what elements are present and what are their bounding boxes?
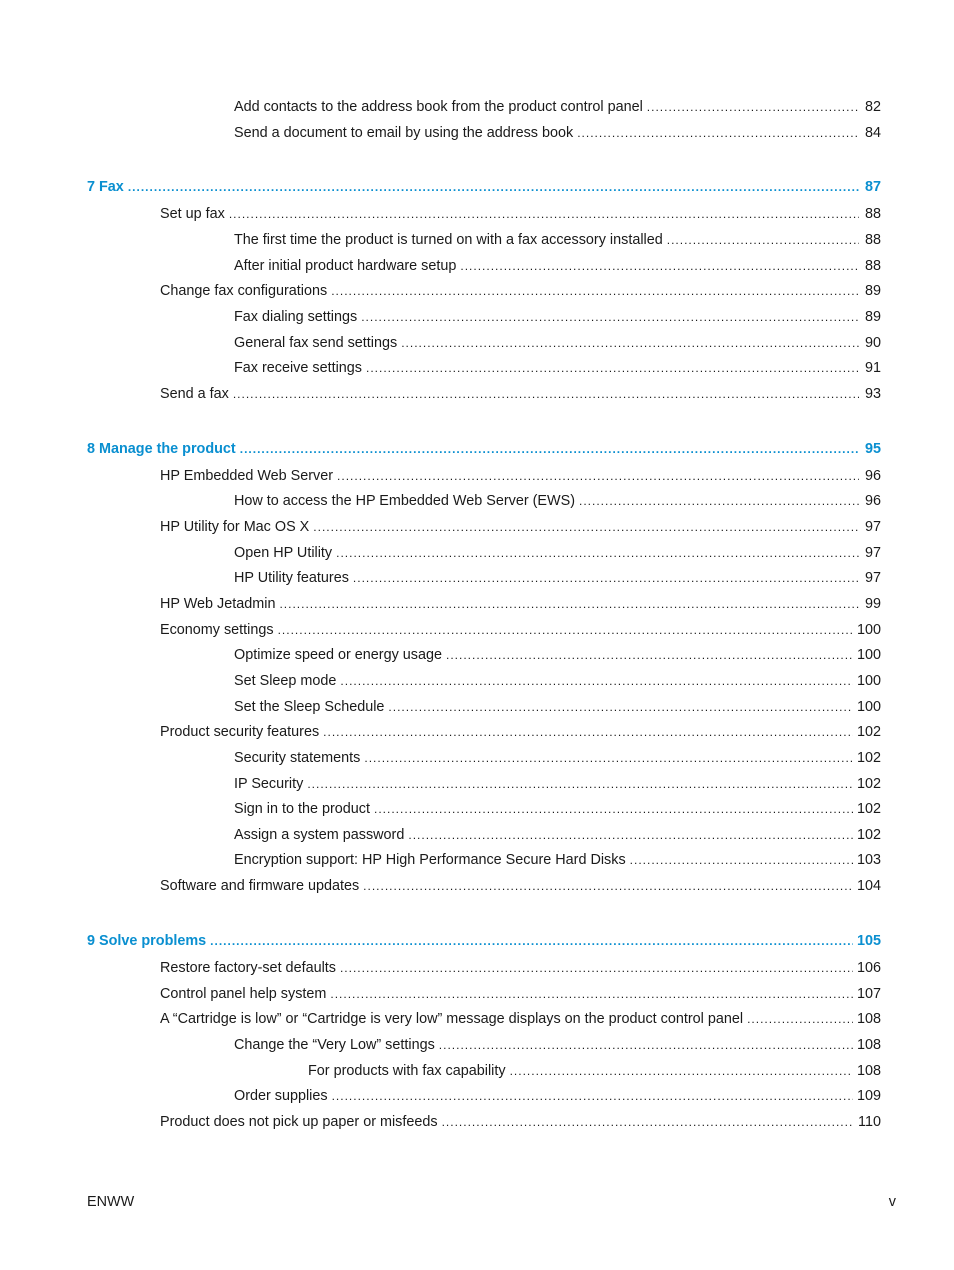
toc-entry[interactable] <box>234 850 881 870</box>
toc-entry[interactable] <box>234 230 881 250</box>
toc-entry-page: 108 <box>856 1037 881 1053</box>
dot-leader <box>337 466 859 486</box>
dot-leader <box>747 1009 853 1029</box>
toc-entry-title: 9 Solve problems <box>87 933 207 949</box>
toc-entry-page: 103 <box>856 852 881 868</box>
dot-leader <box>510 1061 853 1081</box>
toc-entry-title: Change fax configurations <box>160 283 328 299</box>
toc-entry-title: Assign a system password <box>234 827 405 843</box>
toc-chapter-entry[interactable] <box>87 439 881 459</box>
dot-leader <box>278 620 853 640</box>
toc-entry-page: 110 <box>858 1114 881 1130</box>
toc-entry-title: Control panel help system <box>160 986 327 1002</box>
toc-entry-page: 88 <box>864 258 881 274</box>
toc-entry-title: Software and firmware updates <box>160 878 360 894</box>
toc-entry-title: Economy settings <box>160 622 274 638</box>
dot-leader <box>388 697 853 717</box>
toc-entry-title: Fax receive settings <box>234 360 362 376</box>
dot-leader <box>401 333 859 353</box>
dot-leader <box>630 850 853 870</box>
dot-leader <box>439 1035 853 1055</box>
toc-entry[interactable] <box>234 543 881 563</box>
dot-leader <box>579 491 859 511</box>
toc-entry[interactable] <box>234 748 881 768</box>
toc-entry[interactable] <box>308 1061 881 1081</box>
toc-entry-title: Set up fax <box>160 206 225 222</box>
toc-entry-page: 100 <box>856 622 881 638</box>
toc-entry[interactable] <box>160 1009 881 1029</box>
toc-entry-title: HP Utility features <box>234 570 349 586</box>
toc-entry-title: After initial product hardware setup <box>234 258 457 274</box>
toc-entry-title: Sign in to the product <box>234 801 371 817</box>
toc-entry[interactable] <box>234 645 881 665</box>
toc-entry-page: 97 <box>864 570 881 586</box>
toc-entry[interactable] <box>160 384 881 404</box>
toc-entry[interactable] <box>234 774 881 794</box>
toc-entry[interactable] <box>234 697 881 717</box>
dot-leader <box>361 307 859 327</box>
toc-entry-page: 102 <box>856 801 881 817</box>
toc-entry-page: 97 <box>864 545 881 561</box>
dot-leader <box>233 384 859 404</box>
toc-entry[interactable] <box>234 671 881 691</box>
toc-entry-page: 90 <box>864 335 881 351</box>
toc-entry-page: 91 <box>864 360 881 376</box>
dot-leader <box>340 671 853 691</box>
toc-entry[interactable] <box>160 281 881 301</box>
toc-entry-page: 95 <box>864 441 881 457</box>
dot-leader <box>307 774 853 794</box>
toc-chapter-entry[interactable] <box>87 931 881 951</box>
dot-leader <box>313 517 859 537</box>
toc-entry-title: Send a fax <box>160 386 229 402</box>
toc-chapter-entry[interactable] <box>87 177 881 197</box>
toc-entry-page: 99 <box>864 596 881 612</box>
toc-entry[interactable] <box>234 491 881 511</box>
toc-entry-title: Restore factory-set defaults <box>160 960 336 976</box>
toc-entry[interactable] <box>160 204 881 224</box>
dot-leader <box>279 594 859 614</box>
toc-entry-title: Encryption support: HP High Performance Secure Hard Disks <box>234 852 626 868</box>
dot-leader <box>240 439 859 459</box>
dot-leader <box>408 825 853 845</box>
dot-leader <box>210 931 853 951</box>
dot-leader <box>577 123 859 143</box>
toc-entry-page: 102 <box>856 776 881 792</box>
toc-entry-title: HP Web Jetadmin <box>160 596 276 612</box>
dot-leader <box>364 748 853 768</box>
toc-entry-page: 102 <box>856 827 881 843</box>
toc-entry[interactable] <box>160 620 881 640</box>
toc-entry-page: 100 <box>856 647 881 663</box>
toc-entry-page: 87 <box>864 179 881 195</box>
toc-entry-title: Open HP Utility <box>234 545 333 561</box>
toc-entry[interactable] <box>160 517 881 537</box>
dot-leader <box>128 177 859 197</box>
toc-entry-page: 96 <box>864 468 881 484</box>
toc-entry-title: Set the Sleep Schedule <box>234 699 385 715</box>
toc-entry[interactable] <box>234 799 881 819</box>
toc-entry-page: 106 <box>856 960 881 976</box>
dot-leader <box>667 230 859 250</box>
dot-leader <box>330 984 853 1004</box>
toc-entry[interactable] <box>160 722 881 742</box>
dot-leader <box>374 799 853 819</box>
toc-entry-page: 84 <box>864 125 881 141</box>
toc-entry-page: 102 <box>856 724 881 740</box>
toc-entry-page: 82 <box>864 99 881 115</box>
toc-entry[interactable] <box>234 358 881 378</box>
toc-entry-page: 104 <box>856 878 881 894</box>
dot-leader <box>363 876 853 896</box>
footer-label: ENWW <box>87 1194 135 1210</box>
toc-entry[interactable] <box>234 307 881 327</box>
toc-entry-title: General fax send settings <box>234 335 398 351</box>
toc-entry-title: Add contacts to the address book from the product control panel <box>234 99 643 115</box>
toc-entry[interactable] <box>160 466 881 486</box>
toc-entry-page: 100 <box>856 699 881 715</box>
toc-entry-title: Set Sleep mode <box>234 673 337 689</box>
toc-entry-page: 107 <box>856 986 881 1002</box>
toc-entry-page: 108 <box>856 1011 881 1027</box>
toc-entry-page: 108 <box>856 1063 881 1079</box>
toc-entry-title: HP Embedded Web Server <box>160 468 334 484</box>
toc-entry-page: 97 <box>864 519 881 535</box>
toc-entry-title: Order supplies <box>234 1088 328 1104</box>
dot-leader <box>442 1112 854 1132</box>
dot-leader <box>336 543 859 563</box>
dot-leader <box>332 1086 853 1106</box>
toc-entry[interactable] <box>160 876 881 896</box>
toc-entry-page: 89 <box>864 283 881 299</box>
toc-entry-page: 89 <box>864 309 881 325</box>
toc-entry-title: Product does not pick up paper or misfeeds <box>160 1114 438 1130</box>
toc-entry-title: Change the “Very Low” settings <box>234 1037 435 1053</box>
toc-entry-page: 88 <box>864 206 881 222</box>
toc-entry[interactable] <box>160 984 881 1004</box>
dot-leader <box>331 281 859 301</box>
dot-leader <box>340 958 853 978</box>
toc-entry-page: 102 <box>856 750 881 766</box>
dot-leader <box>229 204 859 224</box>
toc-entry-title: A “Cartridge is low” or “Cartridge is very low” message displays on the product control panel <box>160 1011 744 1027</box>
toc-entry[interactable] <box>234 1086 881 1106</box>
toc-entry[interactable] <box>234 1035 881 1055</box>
toc-entry-page: 96 <box>864 493 881 509</box>
toc-entry-title: Product security features <box>160 724 320 740</box>
toc-entry-page: 100 <box>856 673 881 689</box>
toc-entry[interactable] <box>160 594 881 614</box>
dot-leader <box>460 256 859 276</box>
dot-leader <box>323 722 853 742</box>
toc-entry[interactable] <box>234 123 881 143</box>
toc-entry[interactable] <box>234 568 881 588</box>
toc-entry-title: HP Utility for Mac OS X <box>160 519 310 535</box>
dot-leader <box>446 645 853 665</box>
dot-leader <box>647 97 859 117</box>
toc-entry[interactable] <box>234 333 881 353</box>
toc-entry-title: For products with fax capability <box>308 1063 506 1079</box>
page-number: v <box>888 1194 896 1210</box>
toc-entry[interactable] <box>160 1112 881 1132</box>
toc-entry-title: The first time the product is turned on with a fax accessory installed <box>234 232 663 248</box>
dot-leader <box>366 358 859 378</box>
toc-entry-page: 109 <box>856 1088 881 1104</box>
toc-entry-title: Security statements <box>234 750 361 766</box>
toc-entry-title: IP Security <box>234 776 304 792</box>
dot-leader <box>353 568 859 588</box>
toc-entry-title: Fax dialing settings <box>234 309 358 325</box>
toc-entry-title: Optimize speed or energy usage <box>234 647 442 663</box>
toc-entry-title: 8 Manage the product <box>87 441 236 457</box>
toc-entry-page: 105 <box>856 933 881 949</box>
toc-entry-title: 7 Fax <box>87 179 124 195</box>
toc-entry[interactable] <box>234 825 881 845</box>
toc-entry[interactable] <box>234 256 881 276</box>
toc-entry-page: 88 <box>864 232 881 248</box>
toc-entry-page: 93 <box>864 386 881 402</box>
toc-entry[interactable] <box>234 97 881 117</box>
toc-entry[interactable] <box>160 958 881 978</box>
toc-entry-title: Send a document to email by using the address book <box>234 125 574 141</box>
toc-entry-title: How to access the HP Embedded Web Server (EWS) <box>234 493 575 509</box>
